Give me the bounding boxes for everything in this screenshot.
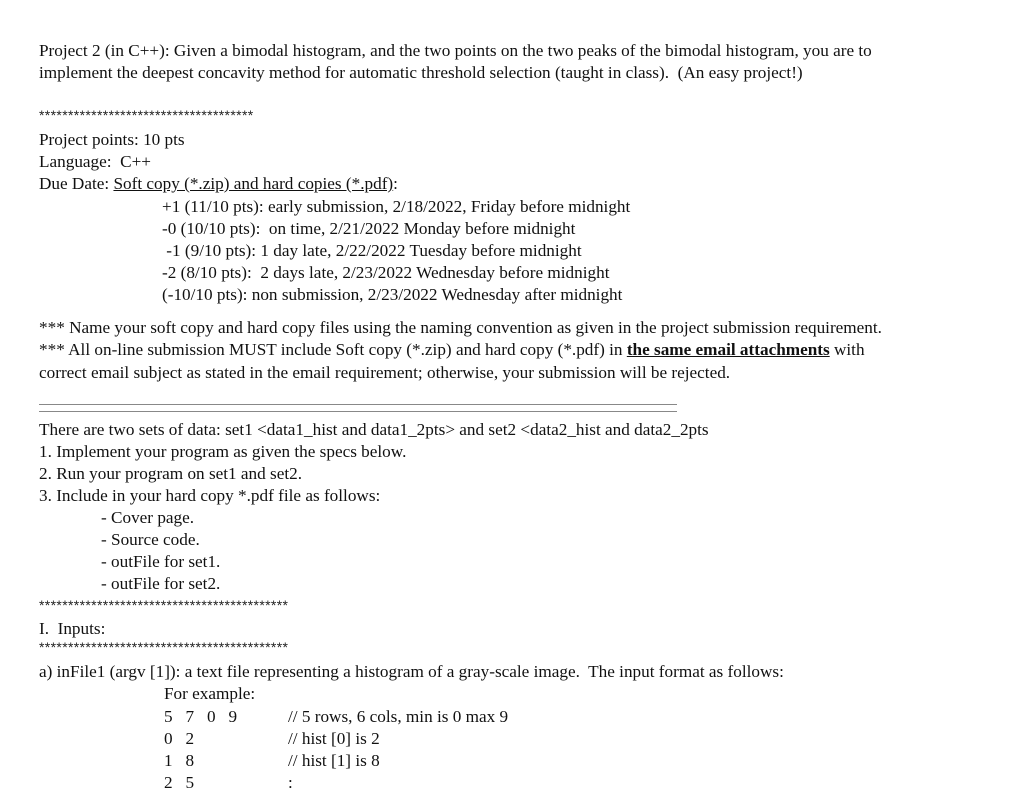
inputs-heading: I. Inputs: (39, 619, 106, 638)
double-rule-divider (39, 404, 677, 412)
note-submission-prefix: *** All on-line submission MUST include Soft copy (*.zip) and hard copy (*.pdf) in (39, 340, 627, 359)
due-date-underlined: Soft copy (*.zip) and hard copies (*.pdf) (113, 174, 394, 193)
example-comment: // hist [1] is 8 (288, 751, 380, 770)
schedule-item: +1 (11/10 pts): early submission, 2/18/2022, Friday before midnight (162, 197, 631, 216)
example-comment: // 5 rows, 6 cols, min is 0 max 9 (288, 707, 509, 726)
example-comment: // hist [0] is 2 (288, 729, 380, 748)
example-values: 5 7 0 9 (164, 707, 238, 726)
separator-stars: ************************************* (39, 107, 254, 123)
example-values: 0 2 (164, 729, 195, 748)
separator-stars: ******************************************* (39, 639, 289, 655)
schedule-item: (-10/10 pts): non submission, 2/23/2022 Wednesday after midnight (162, 285, 623, 304)
schedule-item: -0 (10/10 pts): on time, 2/21/2022 Monday before midnight (162, 219, 576, 238)
schedule-item: -1 (9/10 pts): 1 day late, 2/22/2022 Tuesday before midnight (162, 241, 582, 260)
project-points: Project points: 10 pts (39, 130, 185, 149)
schedule-item: -2 (8/10 pts): 2 days late, 2/23/2022 Wednesday before midnight (162, 263, 610, 282)
separator-stars: ******************************************* (39, 597, 289, 613)
hardcopy-item: - Cover page. (101, 508, 195, 527)
data-sets-intro: There are two sets of data: set1 <data1_hist and data1_2pts> and set2 <data2_hist and data2_2pts (39, 420, 709, 439)
due-date (39, 173, 398, 195)
infile-description: a) inFile1 (argv [1]): a text file representing a histogram of a gray-scale image. The input format as follows: (39, 662, 784, 681)
note-email: correct email subject as stated in the email requirement; otherwise, your submission will be rejected. (39, 363, 731, 382)
hardcopy-item: - outFile for set1. (101, 552, 221, 571)
step-item: 2. Run your program on set1 and set2. (39, 464, 303, 483)
due-date-suffix: : (393, 174, 398, 193)
note-naming: *** Name your soft copy and hard copy files using the naming convention as given in the project submission requirement. (39, 318, 882, 337)
hardcopy-item: - Source code. (101, 530, 200, 549)
step-item: 3. Include in your hard copy *.pdf file as follows: (39, 486, 381, 505)
example-values: 1 8 (164, 751, 195, 770)
language: Language: C++ (39, 152, 151, 171)
note-submission-bold: the same email attachments (626, 340, 830, 359)
example-comment: : (288, 773, 293, 792)
hardcopy-item: - outFile for set2. (101, 574, 221, 593)
example-values: 2 5 (164, 773, 195, 792)
example-label: For example: (164, 684, 256, 703)
note-submission-suffix: with (829, 340, 865, 359)
intro-line-2: implement the deepest concavity method for automatic threshold selection (taught in class). (An easy project!) (39, 63, 803, 82)
due-date-prefix: Due Date: (39, 174, 114, 193)
step-item: 1. Implement your program as given the specs below. (39, 442, 407, 461)
intro-line-1: Project 2 (in C++): Given a bimodal histogram, and the two points on the two peaks of the bimodal histogram, you are to (39, 41, 872, 60)
note-submission (39, 339, 865, 361)
